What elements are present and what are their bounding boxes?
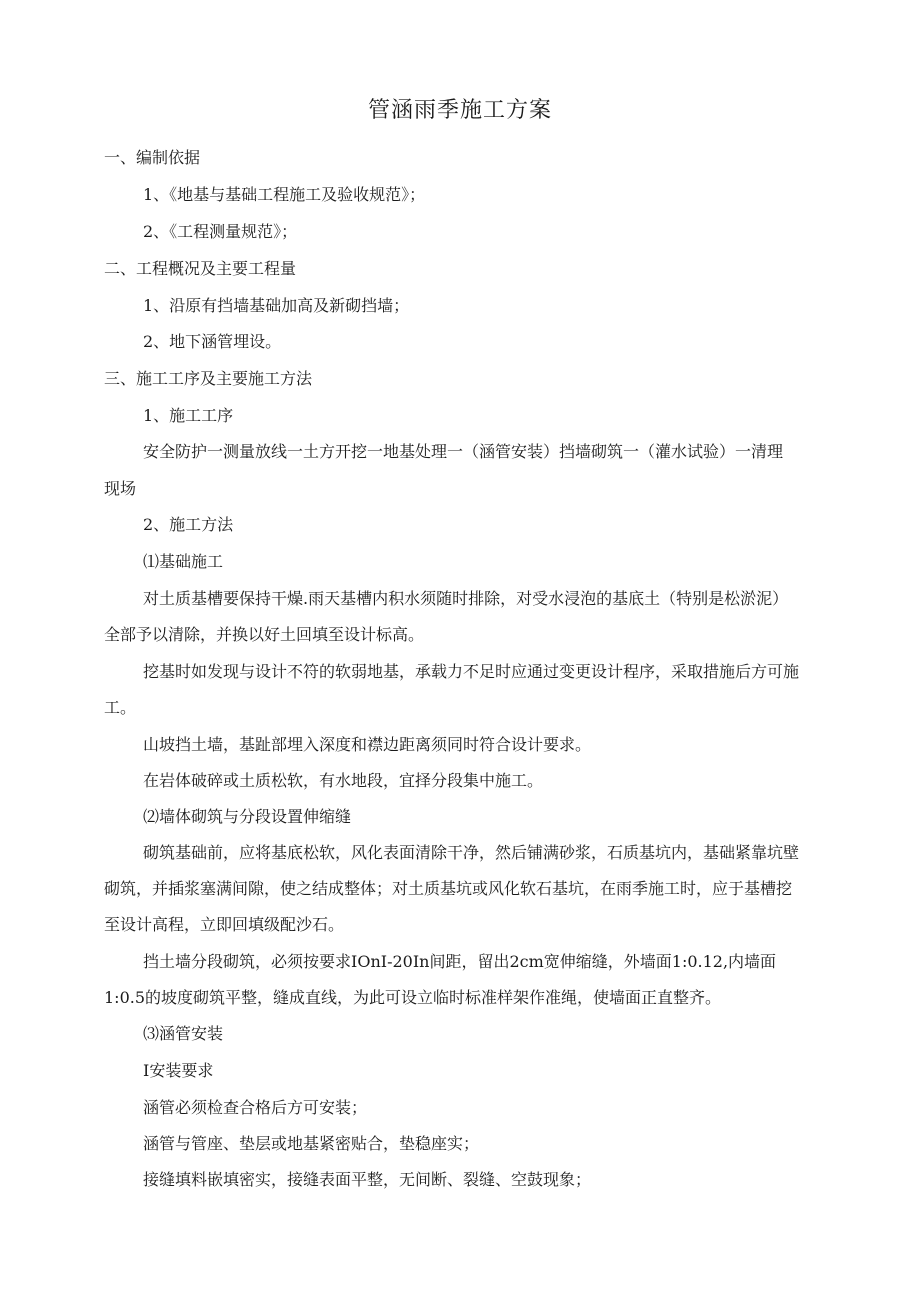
paragraph-line: 砌筑基础前，应将基底松软，风化表面清除干净，然后铺满砂浆，石质基坑内，基础紧靠坑壁	[143, 843, 800, 862]
paragraph-line: 至设计高程，立即回填级配沙石。	[104, 915, 345, 934]
process-flow-line-2: 现场	[104, 479, 137, 498]
paragraph-line: 山坡挡土墙，基趾部埋入深度和襟边距离须同时符合设计要求。	[143, 735, 592, 754]
paragraph-line: 在岩体破碎或土质松软，有水地段，宜择分段集中施工。	[143, 771, 544, 790]
subsection-process: 1、施工工序	[143, 406, 234, 425]
culvert-requirements-heading: Ⅰ安装要求	[143, 1061, 214, 1080]
process-flow-line-1: 安全防护一测量放线一土方开挖一地基处理一（涵管安装）挡墙砌筑一（灌水试验）一清理	[143, 442, 784, 461]
method-item-culvert: ⑶涵管安装	[143, 1024, 224, 1043]
paragraph-line: 挡土墙分段砌筑，必须按要求IOnI-20In间距，留出2cm宽伸缩缝，外墙面1:0.12,内墙面	[143, 952, 777, 971]
subsection-method: 2、施工方法	[143, 515, 234, 534]
section-heading-1: 一、编制依据	[104, 148, 201, 167]
paragraph-line: 挖基时如发现与设计不符的软弱地基，承载力不足时应通过变更设计程序，采取措施后方可施	[143, 662, 800, 681]
paragraph-line: 接缝填料嵌填密实，接缝表面平整，无间断、裂缝、空鼓现象；	[143, 1170, 592, 1189]
paragraph-line: 1:0.5的坡度砌筑平整，缝成直线，为此可设立临时标准样架作准绳，使墙面正直整齐。	[104, 988, 722, 1007]
section-heading-2: 二、工程概况及主要工程量	[104, 259, 297, 278]
paragraph-line: 涵管与管座、垫层或地基紧密贴合，垫稳座实；	[143, 1134, 480, 1153]
basis-item-2: 2、《工程测量规范》；	[143, 222, 298, 241]
paragraph-line: 全部予以清除，并换以好土回填至设计标高。	[104, 625, 425, 644]
section-heading-3: 三、施工工序及主要施工方法	[104, 369, 313, 388]
paragraph-line: 涵管必须检查合格后方可安装；	[143, 1098, 368, 1117]
document-title: 管涵雨季施工方案	[367, 98, 552, 123]
overview-item-1: 1、沿原有挡墙基础加高及新砌挡墙；	[143, 296, 410, 315]
paragraph-line: 砌筑，并插浆塞满间隙，使之结成整体；对土质基坑或风化软石基坑，在雨季施工时，应于基槽挖	[104, 879, 793, 898]
basis-item-1: 1、《地基与基础工程施工及验收规范》；	[143, 185, 426, 204]
paragraph-line: 对土质基槽要保持干燥.雨天基槽内积水须随时排除，对受水浸泡的基底土（特别是松淤泥）	[143, 589, 789, 608]
method-item-foundation: ⑴基础施工	[143, 552, 224, 571]
method-item-wall: ⑵墙体砌筑与分段设置伸缩缝	[143, 807, 352, 826]
paragraph-line: 工。	[104, 698, 137, 717]
overview-item-2: 2、地下涵管埋设。	[143, 332, 282, 351]
